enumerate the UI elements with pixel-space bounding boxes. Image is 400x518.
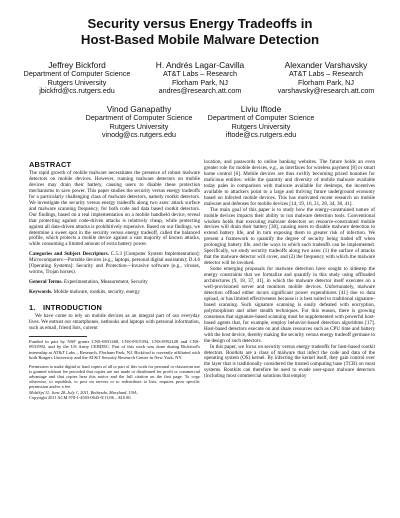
body-paragraph: location, and passwords to online banking websites. The future holds an even greater role for mobile devices, e.g., as interfaces for wireless payment [8] or smart home control [6]. Mobile devices are thus swiftly becoming prized bounties for malicious entities: while the quantity and diversity of mobile malware available today pales in comparison with malware available for desktops, the incentives available to attackers point to a large and thriving future underground economy based on infected mobile devices. This has motivated recent research on mobile malware and defenses for mobile devices [14, 19, 16, 21, 28, 34, 38, 41].	[204, 159, 375, 207]
general-terms-text: Experimentation, Measurement, Security	[63, 279, 148, 286]
author-email: varshavsky@research.att.com	[277, 86, 375, 96]
title-line-1: Security versus Energy Tradeoffs in	[87, 16, 313, 31]
section-title: INTRODUCTION	[43, 303, 103, 313]
keywords-text: Mobile malware, rootkits, security, energy	[53, 289, 140, 296]
copyright-block	[29, 364, 200, 400]
author-name: H. Andrés Lagar-Cavilla	[155, 60, 245, 70]
author-name: Liviu Iftode	[240, 104, 282, 114]
introduction-heading	[29, 303, 200, 312]
footnote-rule	[29, 336, 87, 337]
body-paragraph: Some emerging proposals for malware detection have sought to sidestep the energy constraints that we formalize and quantify in this study using offloaded architectures [9, 18, 37, 41], in which the malware detector itself executes on a well-provisioned server and monitors mobile devices. Unfortunately, malware detection offload either incurs significant power expenditures [41] due to data upload, or has limited effectiveness because it is best suited to traditional signature-based scanning. Such signature scanning is easily defeated with encryption, polymorphism and other stealth techniques. For this reason, there is growing consensus that signature-based scanning must be supplemented with powerful host-based agents that, for example, employ behavior-based detection algorithms [17]. Host-based detectors execute on and share resources such as CPU time and battery with the host device, thereby making the security versus energy tradeoff germane to the design of such detectors.	[204, 266, 375, 344]
introduction-text: We have come to rely on mobile devices as an integral part of our everyday lives. We entrust our smartphones, netbooks and laptops with personal information, such as email, friend lists, current	[29, 313, 200, 332]
author-email: vinodg@cs.rutgers.edu	[101, 130, 177, 140]
author-block-bickford	[18, 60, 136, 96]
author-org: Rutgers University	[47, 77, 107, 87]
author-dept: AT&T Labs – Research	[288, 69, 364, 78]
keywords-label: Keywords.	[29, 289, 53, 296]
paper-title	[20, 16, 380, 48]
section-number: 1.	[29, 303, 36, 313]
abstract-text: The rapid growth of mobile malware necessitates the presence of robust malware detectors on mobile devices. However, running malware detectors on mobile devices may drain their battery, causing users to disable these protection mechanisms to save power. This paper studies the security versus energy tradeoffs for a particularly challenging class of malware detectors, namely rootkit detectors. We investigate the security versus energy tradeoffs along two axes: attack surface and malware scanning frequency, for both code and data based rootkit detectors. Our findings, based on a real implementation on a mobile handheld device, reveal that protecting against code-driven attacks is relatively cheap, while protecting against all data-driven attacks is prohibitively expensive. Based on our findings, we determine a sweet spot in the security versus energy tradeoff, called the balanced profile, which protects a mobile device against a vast majority of known attacks, while consuming a limited amount of extra battery power.	[29, 170, 200, 248]
categories-paragraph	[29, 252, 200, 276]
categories-label: Categories and Subject Descriptors.	[29, 251, 109, 258]
author-dept: Department of Computer Science	[23, 69, 131, 78]
author-org: Florham Park, NJ	[298, 77, 354, 87]
author-email: andres@research.att.com	[158, 86, 242, 96]
left-column	[29, 160, 200, 400]
author-org: Rutgers University	[231, 121, 291, 131]
author-name: Vinod Ganapathy	[106, 104, 172, 114]
funding-footnote: Funded in part by NSF grants CNS-0831268, CNS-0915394, CNS-0952128 and CNS-0931992, and by the US Army CERDEC. Part of this work was done during Bickford's internship at AT&T Labs – Research, Florham Park, NJ. Bickford is currently affiliated with both Rutgers University and the AT&T Security Research Center in New York, NY.	[29, 338, 200, 361]
author-block-ganapathy	[80, 104, 198, 140]
title-line-2: Host-Based Mobile Malware Detection	[80, 32, 320, 47]
right-column	[204, 160, 375, 380]
author-org: Florham Park, NJ	[172, 77, 228, 87]
copyright-notice: Copyright 2011 ACM 978-1-4503-0643-0/11/06 ...$10.00.	[29, 394, 132, 400]
author-name: Alexander Varshavsky	[284, 60, 368, 70]
author-block-varshavsky	[264, 60, 388, 96]
author-name: Jeffrey Bickford	[48, 60, 106, 70]
author-dept: Department of Computer Science	[85, 113, 193, 122]
abstract-heading: ABSTRACT	[29, 160, 72, 169]
author-block-iftode	[202, 104, 320, 140]
general-terms-label: General Terms.	[29, 279, 63, 286]
body-paragraph: The main goal of this paper is to study how the energy-constrained nature of mobile devices impacts their ability to run malware detection tools. Conventional wisdom holds that executing malware detectors on resource-constrained mobile devices will drain their battery [38], causing users to disable malware detection to extend battery life, and in turn exposing them to greater risk of infection. We present a framework to quantify the degree of security being traded off when prolonging battery life, and the ways in which such tradeoffs can be implemented. Specifically, we study security tradeoffs along two axes: (1) the surface of attacks that the malware detector will cover, and (2) the frequency with which the malware detector will be invoked.	[204, 206, 375, 267]
author-dept: Department of Computer Science	[207, 113, 315, 122]
venue-line: MobiSys'11, June 28–July 1, 2011, Bethesda, Maryland, USA.	[29, 389, 138, 395]
author-email: jbickfrd@cs.rutgers.edu	[39, 86, 115, 96]
author-block-lagar-cavilla	[141, 60, 259, 96]
author-email: iftode@cs.rutgers.edu	[225, 130, 297, 140]
author-org: Rutgers University	[109, 121, 169, 131]
author-dept: AT&T Labs – Research	[162, 69, 238, 78]
categories-text: C.5.3 [Computer System Implementation]: Microcomputers—Portable devices (e.g., laptops, personal digital assistants); D.4.6 [Operating Systems]: Security and Protection—Invasive software (e.g., viruses, worms, Trojan horses).	[29, 251, 201, 276]
body-paragraph: In this paper, we focus on security versus energy tradeoffs for host-based rootkit detectors. Rootkits are a class of malware that infect the code and data of the operating system (OS) kernel. By infecting the kernel itself, they gain control over the layer that is traditionally considered the trusted computing base (TCB) on most systems. Rootkits can therefore be used to evade user-space malware detectors (including most commercial solutions that employ	[204, 343, 375, 380]
permission-notice: Permission to make digital or hard copies of all or part of this work for personal or classroom use is granted without fee provided that copies are not made or distributed for profit or commercial advantage and that copies bear this notice and the full citation on the first page. To copy otherwise, to republish, to post on servers or to redistribute to lists, requires prior specific permission and/or a fee.	[29, 363, 200, 390]
